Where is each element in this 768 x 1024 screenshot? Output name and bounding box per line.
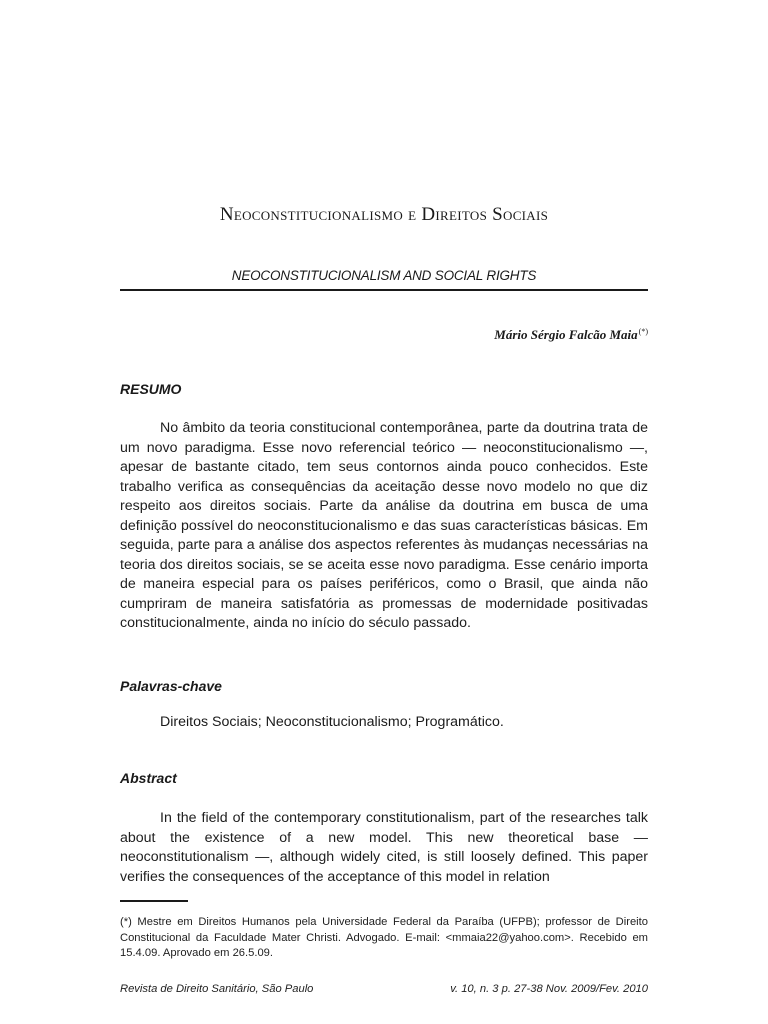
- footer-citation: v. 10, n. 3 p. 27-38 Nov. 2009/Fev. 2010: [450, 983, 648, 995]
- keywords-text: Direitos Sociais; Neoconstitucionalismo; Programático.: [160, 714, 504, 730]
- article-title: Neoconstitucionalismo e Direitos Sociais: [219, 204, 549, 225]
- article-subtitle: NEOCONSTITUCIONALISM AND SOCIAL RIGHTS: [231, 268, 537, 283]
- footer-journal: Revista de Direito Sanitário, São Paulo: [120, 983, 314, 995]
- author-name: Mário Sérgio Falcão Maia: [494, 327, 638, 342]
- footnote-divider: [120, 900, 188, 902]
- author-note-marker: (*): [638, 327, 648, 336]
- abstract-paragraph: In the field of the contemporary constitutionalism, part of the researches talk about the existence of a new model. This new theoretical base — neoconstitutionalism —, although widely cited, is still loosely defined. This paper verifies the consequences of the acceptance of this model in relation: [120, 810, 648, 885]
- resumo-heading: RESUMO: [120, 381, 182, 397]
- resumo-paragraph: No âmbito da teoria constitucional contemporânea, parte da doutrina trata de um novo paradigma. Esse novo referencial teórico — neoconstitucionalismo —, apesar de bastante citado, tem seus contornos ainda pouco conhecidos. Este trabalho verifica as consequências da aceitação desse novo modelo no que diz respeito aos direitos sociais. Parte da análise da doutrina em busca de uma definição possível do neoconstitucionalismo e das suas características básicas. Em seguida, parte para a análise dos aspectos referentes às mudanças necessárias na teoria dos direitos sociais, se se aceita esse novo paradigma. Esse cenário importa de maneira especial para os países periféricos, como o Brasil, que ainda não cumpriram de maneira satisfatória as promessas de modernidade positivadas constitucionalmente, ainda no início do século passado.: [120, 420, 648, 631]
- author-line: [494, 327, 648, 343]
- abstract-heading: Abstract: [120, 770, 177, 786]
- footnote: (*) Mestre em Direitos Humanos pela Universidade Federal da Paraíba (UFPB); professor de Direito Constitucional da Faculdade Mater Christi. Advogado. E-mail: <mmaia22@yahoo.com>. Recebido em 15.4.09. Aprovado em 26.5.09.: [120, 916, 648, 959]
- title-divider: [120, 289, 648, 291]
- keywords-heading: Palavras-chave: [120, 678, 222, 694]
